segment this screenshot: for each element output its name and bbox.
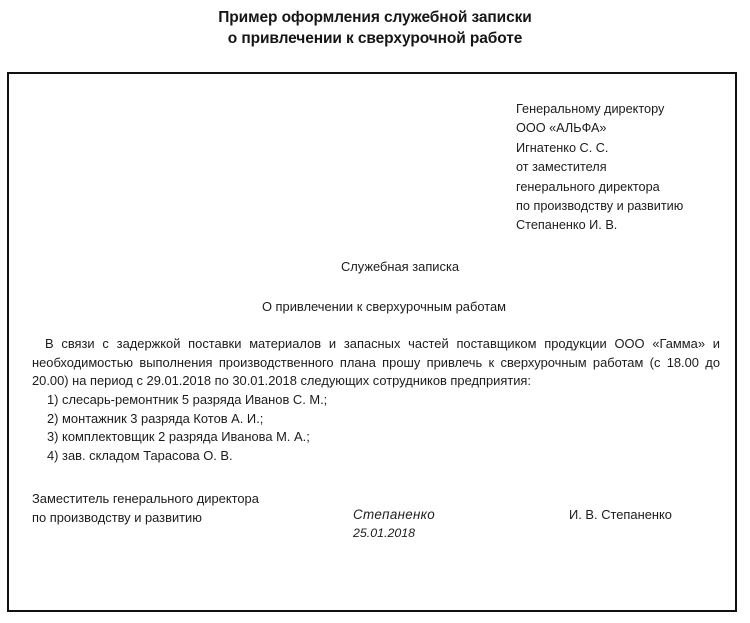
list-item: 1) слесарь-ремонтник 5 разряда Иванов С. М.; xyxy=(47,392,328,407)
addressee-line-7: Степаненко И. В. xyxy=(516,218,618,233)
addressee-line-1: Генеральному директору xyxy=(516,102,665,116)
addressee-line-2: ООО «АЛЬФА» xyxy=(516,121,607,136)
addressee-line-6: по производству и развитию xyxy=(516,199,684,214)
handwritten-signature-block xyxy=(353,505,553,543)
signature-date: 25.01.2018 xyxy=(353,526,416,540)
list-item: 2) монтажник 3 разряда Котов А. И.; xyxy=(47,410,264,426)
document-frame xyxy=(7,72,737,612)
document-type-heading: Служебная записка xyxy=(340,259,460,274)
addressee-line-4: от заместителя xyxy=(516,160,607,175)
signer-role-line-1: Заместитель генерального директора xyxy=(32,491,259,506)
document-subject-heading: О привлечении к сверхурочным работам xyxy=(261,299,507,314)
addressee-line-5: генерального директора xyxy=(516,179,660,194)
signer-role-line-2: по производству и развитию xyxy=(32,509,202,525)
page-title xyxy=(0,7,750,49)
body-paragraph: В связи с задержкой поставки материалов и запасных частей поставщиком продукции ООО «Гамма» и необходимостью выполнения производственного плана прошу привлечь к сверхурочным работам (с 18.00 до 20.00) на период с 29.01.2018 по 30.01.2018 следующих сотрудников предприятия: xyxy=(32,336,720,389)
signer-full-name: И. В. Степаненко xyxy=(569,507,672,522)
addressee-line-3: Игнатенко С. С. xyxy=(516,140,609,155)
handwritten-signature: Степаненко xyxy=(353,507,436,522)
page-title-line-1: Пример оформления служебной записки xyxy=(218,9,532,26)
page-title-line-2: о привлечении к сверхурочной работе xyxy=(227,30,523,47)
document-body xyxy=(9,74,735,610)
addressee-block xyxy=(516,100,731,236)
list-item: 3) комплектовщик 2 разряда Иванова М. А.; xyxy=(47,429,310,445)
signer-role xyxy=(32,490,332,527)
employee-list xyxy=(47,391,687,465)
list-item: 4) зав. складом Тарасова О. В. xyxy=(47,447,233,463)
